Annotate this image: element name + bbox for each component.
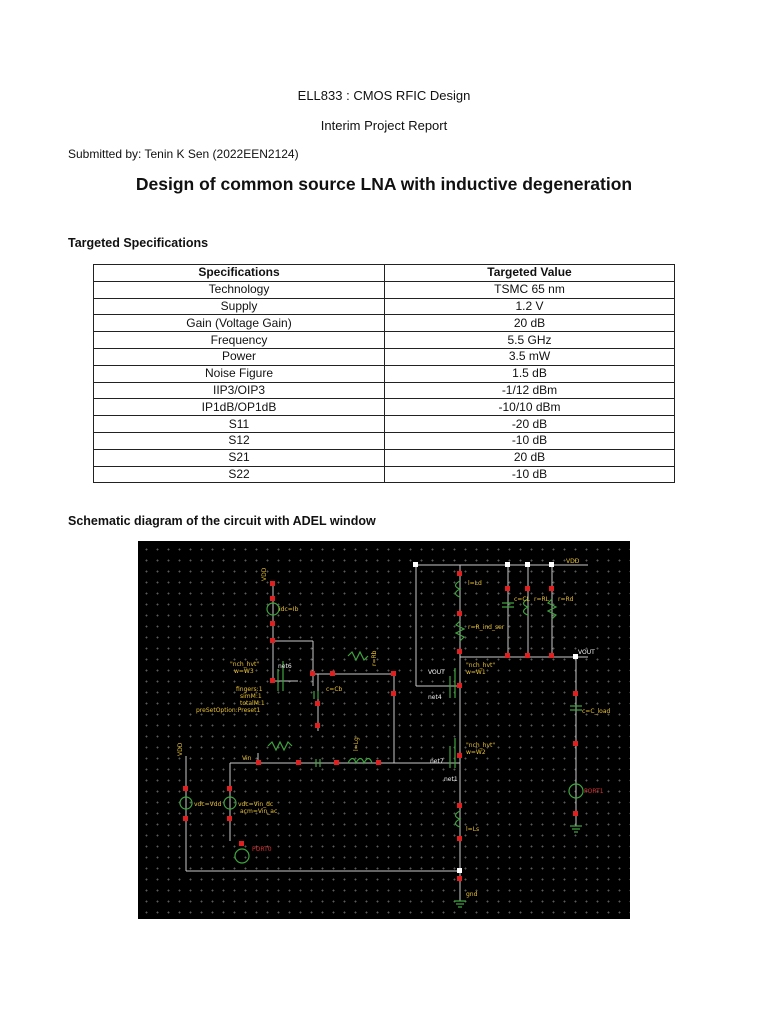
ground-icon — [570, 826, 582, 832]
junction-dot — [549, 562, 554, 567]
spec-name: S21 — [94, 449, 385, 466]
cascode-transistor-icon — [450, 668, 455, 698]
spec-name: IIP3/OIP3 — [94, 382, 385, 399]
specs-table — [93, 264, 675, 483]
report-title: Interim Project Report — [320, 118, 448, 133]
vout-label: VOUT — [578, 649, 595, 656]
pin — [457, 683, 462, 688]
vac-label: vdc=Vin_dc — [238, 801, 274, 808]
course-title: ELL833 : CMOS RFIC Design — [297, 88, 471, 103]
vdc-label: vdc=Vdd — [194, 801, 222, 808]
fingers-label: fingers:1 — [236, 686, 263, 693]
port0-icon — [235, 849, 249, 863]
cl-label: c=CL — [514, 596, 530, 603]
table-row — [94, 365, 675, 382]
pin — [457, 571, 462, 576]
pin — [457, 803, 462, 808]
nch-top-label: "nch_hvt" — [466, 662, 496, 669]
table-row — [94, 399, 675, 416]
pin — [549, 586, 554, 591]
spec-value: TSMC 65 nm — [385, 281, 675, 298]
pin — [270, 581, 275, 586]
components — [180, 581, 583, 863]
spec-name: Technology — [94, 281, 385, 298]
table-row — [94, 298, 675, 315]
capacitor-icon — [314, 691, 318, 699]
main-heading: Design of common source LNA with inductive degeneration — [135, 174, 633, 194]
spec-value: 3.5 mW — [385, 348, 675, 365]
pin — [457, 836, 462, 841]
inductor-icon — [348, 759, 372, 764]
rd-label: r=Rd — [558, 596, 574, 603]
rl-label: r=RL — [534, 596, 550, 603]
spec-value: -20 dB — [385, 416, 675, 433]
pin — [296, 760, 301, 765]
junction-dot — [457, 868, 462, 873]
schematic-drawing — [138, 541, 630, 919]
spec-name: Noise Figure — [94, 365, 385, 382]
ls-label: l=Ls — [466, 826, 480, 833]
pin — [525, 653, 530, 658]
spec-name: Frequency — [94, 332, 385, 349]
pin — [315, 701, 320, 706]
ground-icon — [454, 901, 466, 907]
pin — [505, 586, 510, 591]
table-row — [94, 382, 675, 399]
spec-name: S12 — [94, 432, 385, 449]
column-header: Specifications — [94, 265, 385, 282]
simm-label: simM:1 — [240, 693, 262, 700]
spec-value: -1/12 dBm — [385, 382, 675, 399]
rb-label: r=Rb — [371, 650, 378, 666]
vout-net-label: VOUT — [428, 669, 445, 676]
vdd-right-label: VDD — [566, 558, 580, 565]
table-row — [94, 416, 675, 433]
net4-label: net4 — [428, 694, 442, 701]
spec-name: Gain (Voltage Gain) — [94, 315, 385, 332]
schematic-heading: Schematic diagram of the circuit with ADEL window — [68, 514, 376, 528]
pin — [270, 621, 275, 626]
pin — [391, 691, 396, 696]
junction-dot — [505, 562, 510, 567]
pin — [549, 653, 554, 658]
net6-label: net6 — [278, 663, 292, 670]
inductor-icon — [456, 811, 461, 827]
resistor-icon — [348, 652, 368, 660]
lg-label: l=Lg — [353, 737, 360, 751]
spec-value: 20 dB — [385, 449, 675, 466]
table-row — [94, 348, 675, 365]
pin — [270, 596, 275, 601]
spec-value: 20 dB — [385, 315, 675, 332]
pin — [376, 760, 381, 765]
totalm-label: totalM:1 — [240, 700, 265, 707]
pin — [457, 649, 462, 654]
pin — [391, 671, 396, 676]
table-row — [94, 432, 675, 449]
resistor-icon — [268, 742, 292, 750]
pin — [505, 653, 510, 658]
cload-label: c=C_load — [582, 708, 611, 715]
pin — [330, 671, 335, 676]
column-header: Targeted Value — [385, 265, 675, 282]
pin — [270, 678, 275, 683]
pin — [573, 811, 578, 816]
junction-dot — [413, 562, 418, 567]
table-row — [94, 449, 675, 466]
spec-value: -10 dB — [385, 432, 675, 449]
pin — [227, 816, 232, 821]
spec-value: -10 dB — [385, 466, 675, 483]
spec-name: IP1dB/OP1dB — [94, 399, 385, 416]
specs-heading: Targeted Specifications — [68, 236, 209, 250]
table-header-row — [94, 265, 675, 282]
submitted-by: Submitted by: Tenin K Sen (2022EEN2124) — [68, 147, 299, 161]
idc-label: idc=Ib — [279, 606, 299, 613]
cb-label: c=Cb — [326, 686, 343, 693]
acm-label: acm=Vin_ac — [240, 808, 278, 815]
vdd-top-label: VDD — [261, 567, 268, 581]
ld-label: l=Ld — [468, 580, 482, 587]
port1-label: PORT1 — [584, 788, 604, 795]
table-row — [94, 466, 675, 483]
pin — [457, 753, 462, 758]
w-bias-label: w=W3 — [234, 668, 254, 675]
pin — [183, 816, 188, 821]
inductor-icon — [456, 581, 461, 597]
pin — [183, 786, 188, 791]
pin — [310, 671, 315, 676]
spec-name: S11 — [94, 416, 385, 433]
preset-label: preSetOption:Preset1 — [196, 707, 261, 714]
net1-label: net1 — [444, 776, 458, 783]
pin — [525, 586, 530, 591]
spec-value: 5.5 GHz — [385, 332, 675, 349]
gnd-label: gnd — [466, 891, 478, 898]
spec-name: S22 — [94, 466, 385, 483]
nch-bot-label: "nch_hvt" — [466, 742, 496, 749]
spec-name: Supply — [94, 298, 385, 315]
pin — [256, 760, 261, 765]
table-row — [94, 332, 675, 349]
pin — [334, 760, 339, 765]
nch-bias-label: "nch_hvt" — [230, 661, 260, 668]
spec-name: Power — [94, 348, 385, 365]
table-row — [94, 315, 675, 332]
table-row — [94, 281, 675, 298]
spec-value: 1.5 dB — [385, 365, 675, 382]
w-bot-label: w=W2 — [466, 749, 486, 756]
spec-value: 1.2 V — [385, 298, 675, 315]
w-top-label: w=W1 — [466, 669, 486, 676]
vin-label: Vin — [242, 755, 252, 762]
pin — [573, 691, 578, 696]
port0-label: PORT0 — [252, 846, 272, 853]
pin — [457, 876, 462, 881]
pin — [270, 638, 275, 643]
pin — [573, 741, 578, 746]
pin — [239, 841, 244, 846]
rind-label: r=R_ind_ser — [468, 624, 505, 631]
schematic-canvas — [138, 541, 630, 919]
pins — [183, 571, 578, 881]
pin — [227, 786, 232, 791]
junction-dot — [525, 562, 530, 567]
pin — [315, 723, 320, 728]
pin — [457, 611, 462, 616]
vdd-left-label: VDD — [177, 742, 184, 756]
net7-label: net7 — [430, 758, 444, 765]
spec-value: -10/10 dBm — [385, 399, 675, 416]
